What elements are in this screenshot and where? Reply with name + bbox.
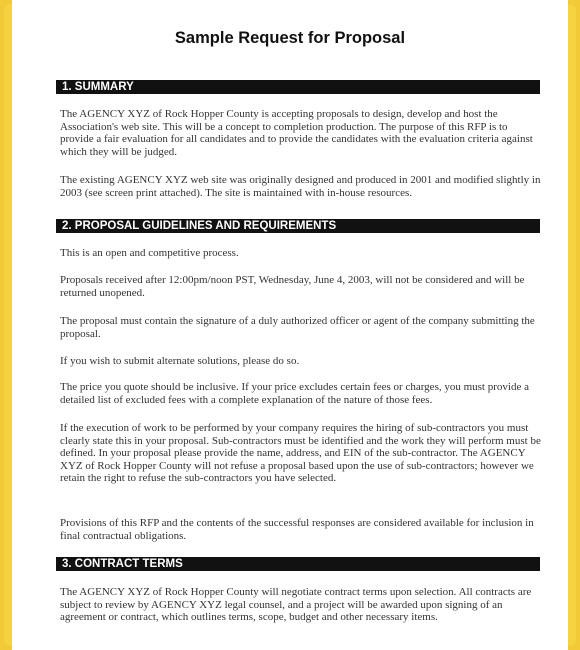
paragraph: The AGENCY XYZ of Rock Hopper County is accepting proposals to design, develop and host the Association's web site. This will be a concept to completion production. The purpose of this RFP is to provide a fair evaluation for all candidates and to provide the candidates with the evaluation criteria against which they will be judged. — [60, 108, 533, 158]
paragraph: Provisions of this RFP and the contents of the successful responses are considered available for inclusion in final contractual obligations. — [60, 517, 534, 542]
paragraph: The existing AGENCY XYZ web site was originally designed and produced in 2001 and modified slightly in 2003 (see screen print attached). The site is maintained with in-house resources. — [60, 174, 541, 199]
paragraph: If the execution of work to be performed by your company requires the hiring of sub-contractors you must clearly state this in your proposal. Sub-contractors must be identified and the work they will perform must be defined. In your proposal please provide the name, address, and EIN of the sub-contractor. The AGENCY XYZ of Rock Hopper County will not refuse a proposal based upon the use of sub-contractors; however we retain the right to refuse the sub-contractors you have selected. — [60, 422, 541, 485]
paragraph: This is an open and competitive process. — [60, 247, 239, 259]
document-page — [12, 0, 568, 650]
section-heading-contract-terms: 3. CONTRACT TERMS — [56, 557, 540, 571]
paragraph: The proposal must contain the signature of a duly authorized officer or agent of the company submitting the proposal. — [60, 315, 535, 340]
section-heading-guidelines: 2. PROPOSAL GUIDELINES AND REQUIREMENTS — [56, 219, 540, 233]
paragraph: The price you quote should be inclusive. If your price excludes certain fees or charges, you must provide a detailed list of excluded fees with a complete explanation of the nature of those fees. — [60, 381, 529, 406]
paragraph: If you wish to submit alternate solutions, please do so. — [60, 355, 300, 367]
paragraph: The AGENCY XYZ of Rock Hopper County will negotiate contract terms upon selection. All contracts are subject to review by AGENCY XYZ legal counsel, and a project will be awarded upon signing of an agreement or contract, which outlines terms, scope, budget and other necessary items. — [60, 586, 532, 624]
paragraph: Proposals received after 12:00pm/noon PST, Wednesday, June 4, 2003, will not be considered and will be returned unopened. — [60, 274, 525, 299]
section-heading-summary: 1. SUMMARY — [56, 80, 540, 94]
document-title: Sample Request for Proposal — [174, 29, 406, 47]
